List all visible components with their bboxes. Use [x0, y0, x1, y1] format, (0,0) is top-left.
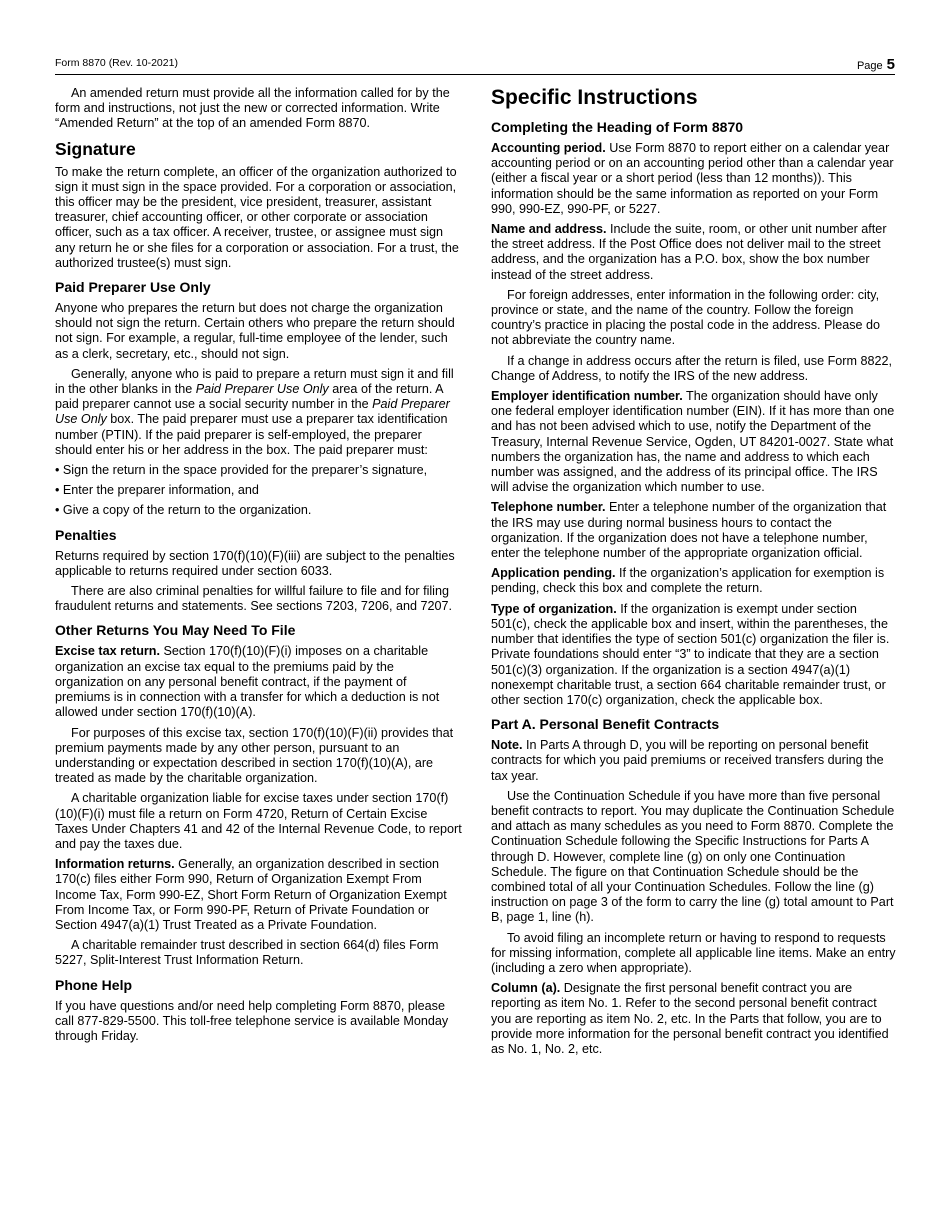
signature-paragraph: To make the return complete, an officer of the organization authorized to sign it must sign in the space provided. For a corporation or association, this officer may be the president, vice president, treasurer, assistant treasurer, chief accounting officer, or other corporate or association officer, such as a tax officer. A receiver, trustee, or assignee must sign any return he or she files for a corporation or association. For a trust, the authorized trustee(s) must sign. — [55, 164, 459, 270]
paid-preparer-paragraph-2: Generally, anyone who is paid to prepare a return must sign it and fill in the other blanks in the Paid Preparer Use Only area of the return. A paid preparer cannot use a social security number in the Paid Preparer Use Only box. The paid preparer must use a preparer tax identification number (PTIN). If the paid preparer is self-employed, the preparer should enter his or her address in the box. The paid preparer must: — [55, 366, 454, 457]
paid-preparer-heading: Paid Preparer Use Only — [55, 279, 211, 296]
left-column — [55, 86, 462, 1049]
information-returns-paragraph-2: A charitable remainder trust described in section 664(d) files Form 5227, Split-Interest Trust Information Return. — [55, 938, 439, 968]
bullet-item: • Sign the return in the space provided for the preparer’s signature, — [55, 463, 428, 478]
address-change-paragraph: If a change in address occurs after the return is filed, use Form 8822, Change of Address, to notify the IRS of the new address. — [491, 353, 893, 383]
ein-paragraph: Employer identification number. The organization should have only one federal employer identification number (EIN). If it has more than one and has not been advised which to use, notify the Department of the Treasury, Internal Revenue Service, Ogden, UT 84201-0027. State what numbers the organization has, the name and address to which each number was assigned, and the address of its principal office. The IRS will advise the organization which number to use. — [491, 389, 895, 495]
excise-tax-paragraph: Excise tax return. Section 170(f)(10)(F)(i) imposes on a charitable organization an excise tax equal to the premiums paid by the organization on any personal benefit contract, if the payment of premiums is in connection with a transfer for which a deduction is not allowed under section 170(f)(10)(A). — [55, 644, 440, 720]
information-returns-paragraph: Information returns. Generally, an organization described in section 170(c) files either Form 990, Return of Organization Exempt From Income Tax, Form 990-EZ, Short Form Return of Organization Exempt From Income Tax, or Form 990-PF, Return of Private Foundation or Section 4947(a)(1) Trust Treated as a Private Foundation. — [55, 857, 447, 932]
excise-tax-paragraph-2: For purposes of this excise tax, section 170(f)(10)(F)(ii) provides that premium payments made by any other person, pursuant to an understanding or expectation described in section 170(f)(10)(A), are treated as made by the charitable organization. — [55, 725, 454, 786]
page-indicator — [857, 56, 895, 73]
specific-instructions-heading: Specific Instructions — [491, 86, 698, 109]
page-number: 5 — [886, 56, 895, 73]
paid-preparer-paragraph-1: Anyone who prepares the return but does not charge the organization should not sign the return. Certain others who prepare the return should not sign. For example, a regular, full-time employee of the lender, such as a clerk, secretary, etc., should not sign. — [55, 301, 455, 361]
amended-return-paragraph: An amended return must provide all the information called for by the form and instructions, not just the new or corrected information. Write “Amended Return” at the top of an amended Form 8870. — [55, 86, 450, 131]
name-address-paragraph: Name and address. Include the suite, room, or other unit number after the street address. If the Post Office does not deliver mail to the street address, and the organization has a P.O. box, show the box number instead of the street address. — [491, 222, 887, 282]
penalties-paragraph-2: There are also criminal penalties for willful failure to file and for filing fraudulent returns and statements. See sections 7203, 7206, and 7207. — [55, 584, 452, 614]
other-returns-heading: Other Returns You May Need To File — [55, 622, 296, 639]
penalties-paragraph-1: Returns required by section 170(f)(10)(F)(iii) are subject to the penalties applicable to returns required under section 6033. — [55, 548, 455, 578]
telephone-paragraph: Telephone number. Enter a telephone number of the organization that the IRS may use during normal business hours to contact the organization. If the organization does not have a telephone number, enter the telephone number of the appropriate organization official. — [491, 500, 887, 561]
page-label: Page — [856, 60, 883, 72]
page-header — [55, 54, 895, 75]
bullet-item: • Give a copy of the return to the organization. — [55, 503, 312, 518]
signature-heading: Signature — [55, 138, 136, 159]
excise-tax-paragraph-3: A charitable organization liable for excise taxes under section 170(f)(10)(F)(i) must file a return on Form 4720, Return of Certain Excise Taxes Under Chapters 41 and 42 of the Internal Revenue Code, to report and pay the taxes due. — [55, 791, 462, 851]
phone-help-heading: Phone Help — [55, 976, 133, 993]
right-column — [491, 86, 896, 1062]
foreign-address-paragraph: For foreign addresses, enter information in the following order: city, province or state, and the name of the country. Follow the foreign country’s practice in placing the postal code in the address. Please do not abbreviate the country name. — [491, 287, 881, 348]
avoid-incomplete-paragraph: To avoid filing an incomplete return or having to respond to requests for missing information, complete all applicable line items. Make an entry (including a zero when appropriate). — [491, 930, 896, 975]
penalties-heading: Penalties — [55, 526, 117, 543]
type-of-organization-paragraph: Type of organization. If the organization is exempt under section 501(c), check the applicable box and insert, within the parentheses, the number that identifies the type of section 501(c) organization the filer is. Private foundations should enter “3” to indicate that they are a section 501(c)(3) organization. If the organization is a section 4947(a)(1) nonexempt charitable trust, a section 664 charitable remainder trust, or other section 170(c) organization, check the applicable box. — [491, 601, 890, 707]
application-pending-paragraph: Application pending. If the organization’s application for exemption is pending, check this box and complete the return. — [491, 566, 885, 596]
completing-heading-subheading: Completing the Heading of Form 8870 — [491, 119, 744, 135]
accounting-period-paragraph: Accounting period. Use Form 8870 to report either on a calendar year accounting period or on an accounting period other than a calendar year (either a fiscal year or a short period (less than 12 months)). This information should be the same information as reported on your Form 990, 990-EZ, 990-PF, or 5227. — [491, 141, 894, 216]
note-paragraph: Note. In Parts A through D, you will be reporting on personal benefit contracts for which you paid premiums or received transfers during the tax year. — [491, 738, 884, 783]
bullet-item: • Enter the preparer information, and — [55, 483, 259, 498]
continuation-schedule-paragraph: Use the Continuation Schedule if you have more than five personal benefit contracts to report. You may duplicate the Continuation Schedule and attach as many schedules as you need to Form 8870. Complete the Continuation Schedule following the Specific Instructions for Parts A through D. However, complete line (g) on only one Continuation Schedule. The figure on that Continuation Schedule should be the combined total of all your Continuation Schedules. Follow the line (g) instruction on page 3 of the form to carry the line (g) total amount to Part B, page 1, line (h). — [491, 788, 895, 925]
form-id: Form 8870 (Rev. 10-2021) — [55, 57, 178, 69]
phone-help-paragraph: If you have questions and/or need help completing Form 8870, please call 877-829-5500. This toll-free telephone service is available Monday through Friday. — [55, 998, 449, 1043]
part-a-heading: Part A. Personal Benefit Contracts — [491, 716, 720, 733]
column-a-paragraph: Column (a). Designate the first personal benefit contract you are reporting as item No. 1. Refer to the second personal benefit contract you are reporting as item No. 2, etc. In the Parts that follow, you are to provide more information for the personal benefit contract you identified as No. 1, No. 2, etc. — [491, 981, 889, 1056]
